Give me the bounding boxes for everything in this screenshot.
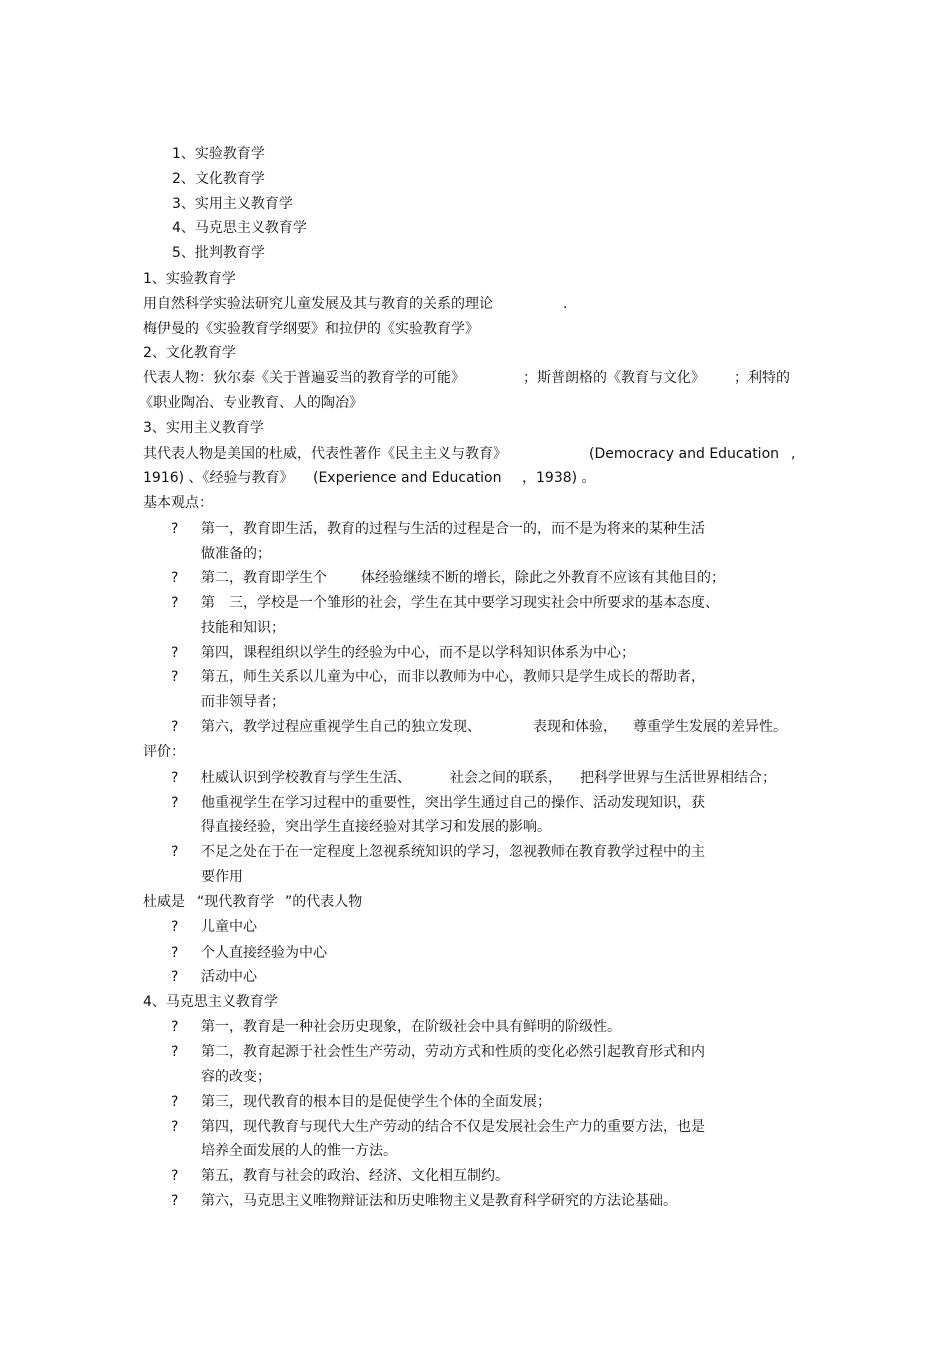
list-item: 不足之处在于在一定程度上忽视系统知识的学习，忽视教师在教育教学过程中的主 — [201, 844, 705, 860]
toc-item: 4、马克思主义教育学 — [172, 220, 307, 236]
list-item: 第四，现代教育与现代大生产劳动的结合不仅是发展社会生产力的重要方法，也是 — [201, 1119, 705, 1135]
list-item: 第四，课程组织以学生的经验为中心，而不是以学科知识体系为中心； — [201, 645, 635, 661]
list-item: 第五，教育与社会的政治、经济、文化相互制约。 — [201, 1168, 509, 1184]
list-item: 社会之间的联系， — [450, 770, 562, 786]
bullet-icon: ? — [171, 844, 179, 860]
paragraph-line: 梅伊曼的《实验教育学纲要》和拉伊的《实验教育学》 — [143, 321, 479, 337]
section-heading: 3、实用主义教育学 — [143, 420, 264, 436]
bullet-icon: ? — [171, 1168, 179, 1184]
paragraph-line: 其代表人物是美国的杜威，代表性著作《民主主义与教育》 — [143, 446, 507, 462]
paragraph-line: 用自然科学实验法研究儿童发展及其与教育的关系的理论 — [143, 296, 493, 312]
list-item: 第一，教育是一种社会历史现象，在阶级社会中具有鲜明的阶级性。 — [201, 1019, 621, 1035]
subheading: 基本观点： — [143, 495, 213, 511]
list-item: 第二，教育即学生个 — [201, 570, 327, 586]
list-item-continued: 要作用 — [201, 869, 243, 885]
paragraph-line: (Democracy and Education — [589, 446, 780, 462]
list-item: 尊重学生发展的差异性。 — [633, 719, 787, 735]
paragraph-line: , — [791, 446, 796, 462]
list-item: 第六，教学过程应重视学生自己的独立发现、 — [201, 719, 481, 735]
paragraph-line: (Experience and Education — [313, 470, 502, 486]
list-item: 第六，马克思主义唯物辩证法和历史唯物主义是教育科学研究的方法论基础。 — [201, 1193, 677, 1209]
paragraph-line: 代表人物：狄尔泰《关于普遍妥当的教育学的可能》 — [143, 370, 465, 386]
list-item: 表现和体验， — [533, 719, 617, 735]
list-item: 活动中心 — [201, 969, 257, 985]
section-heading: 1、实验教育学 — [143, 271, 236, 287]
list-item: 第五，师生关系以儿童为中心，而非以教师为中心，教师只是学生成长的帮助者， — [201, 669, 705, 685]
bullet-icon: ? — [171, 1119, 179, 1135]
list-item-continued: 而非领导者； — [201, 694, 285, 710]
toc-item: 3、实用主义教育学 — [172, 196, 293, 212]
list-item: 把科学世界与生活世界相结合； — [580, 770, 776, 786]
bullet-icon: ? — [171, 595, 179, 611]
paragraph-line: 《职业陶冶、专业教育、人的陶冶》 — [139, 395, 363, 411]
subheading: 评价： — [143, 744, 185, 760]
list-item: 第三，现代教育的根本目的是促使学生个体的全面发展； — [201, 1094, 551, 1110]
toc-item: 5、批判教育学 — [172, 245, 265, 261]
list-item: 第二，教育起源于社会性生产劳动，劳动方式和性质的变化必然引起教育形式和内 — [201, 1044, 705, 1060]
bullet-icon: ? — [171, 645, 179, 661]
bullet-icon: ? — [171, 719, 179, 735]
list-item: 第一，教育即生活，教育的过程与生活的过程是合一的，而不是为将来的某种生活 — [201, 521, 705, 537]
paragraph-line: 1916) 、《经验与教育》 — [143, 470, 294, 486]
paragraph-line: 杜威是 — [143, 894, 185, 910]
bullet-icon: ? — [171, 1019, 179, 1035]
bullet-icon: ? — [171, 969, 179, 985]
section-heading: 2、文化教育学 — [143, 345, 236, 361]
bullet-icon: ? — [171, 1094, 179, 1110]
paragraph-line: ”的代表人物 — [285, 894, 363, 910]
paragraph-line: ；斯普朗格的《教育与文化》 — [523, 370, 705, 386]
list-item: 他重视学生在学习过程中的重要性，突出学生通过自己的操作、活动发现知识，获 — [201, 795, 705, 811]
list-item: 第 三，学校是一个雏形的社会，学生在其中要学习现实社会中所要求的基本态度、 — [201, 595, 719, 611]
bullet-icon: ? — [171, 1193, 179, 1209]
paragraph-line: . — [563, 296, 568, 312]
list-item: 儿童中心 — [201, 919, 257, 935]
bullet-icon: ? — [171, 770, 179, 786]
bullet-icon: ? — [171, 795, 179, 811]
list-item-continued: 做准备的； — [201, 546, 271, 562]
paragraph-line: “现代教育学 — [197, 894, 275, 910]
list-item-continued: 容的改变； — [201, 1069, 271, 1085]
bullet-icon: ? — [171, 570, 179, 586]
bullet-icon: ? — [171, 1044, 179, 1060]
toc-item: 1、实验教育学 — [172, 146, 265, 162]
list-item: 体经验继续不断的增长，除此之外教育不应该有其他目的； — [361, 570, 725, 586]
paragraph-line: ，1938) 。 — [522, 470, 596, 486]
list-item-continued: 得直接经验，突出学生直接经验对其学习和发展的影响。 — [201, 819, 551, 835]
list-item: 杜威认识到学校教育与学生生活、 — [201, 770, 411, 786]
list-item-continued: 技能和知识； — [201, 620, 285, 636]
section-heading: 4、马克思主义教育学 — [143, 994, 278, 1010]
bullet-icon: ? — [171, 669, 179, 685]
paragraph-line: ；利特的 — [734, 370, 790, 386]
toc-item: 2、文化教育学 — [172, 171, 265, 187]
bullet-icon: ? — [171, 945, 179, 961]
bullet-icon: ? — [171, 919, 179, 935]
bullet-icon: ? — [171, 521, 179, 537]
list-item-continued: 培养全面发展的人的惟一方法。 — [201, 1143, 397, 1159]
list-item: 个人直接经验为中心 — [201, 945, 327, 961]
